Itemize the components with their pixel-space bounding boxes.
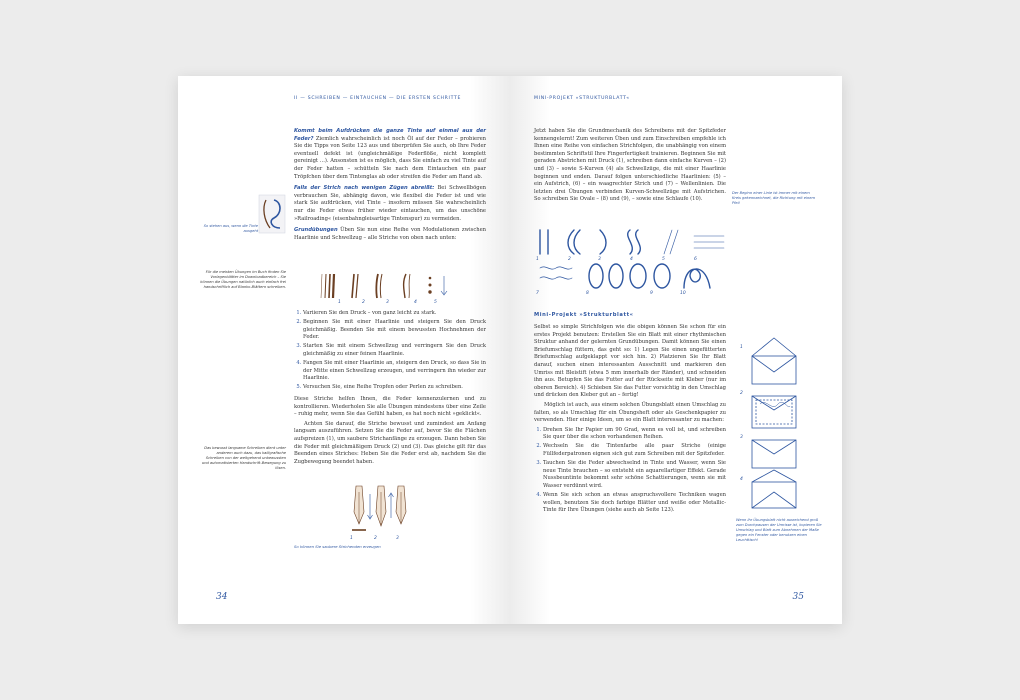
para-slow-strokes: Achten Sie darauf, die Striche bewusst und zumindest am Anfang langsam auszuführen. Setzen Sie die Feder auf, bevor Sie die Flächen aufspreizen (1), um saubere Strichanfänge zu erzeugen. Dann heben Sie die Feder mit gleichmäßigem Druck (2) und (3). Das gleiche gilt für das Beenden eines Striches: Heben Sie die Feder erst ab, nachdem Sie die Zugbewegung beendet haben. <box>294 420 486 465</box>
page-number-right: 35 <box>792 592 804 602</box>
idea-item: 2. Wechseln Sie die Tintenfarbe alle paar Striche (einige Füllfederpatronen eignen sich gut zum Schreiben mit der Spitzfeder. <box>543 443 726 458</box>
envelope-label-1: 1 <box>740 345 743 350</box>
stroke-label-4: 4 <box>414 300 417 305</box>
drill-label-5: 5 <box>662 257 665 262</box>
note-ink-out: So stehen aus, wenn die Tinte ausgeht <box>203 224 258 234</box>
exercise-strokes-illustration <box>318 272 468 308</box>
right-body <box>534 324 726 516</box>
note-templates: Für die meisten Übungen im Buch finden Sie Vorlagenblätter im Downloadbereich – Sie können die Übungen natürlich auch einfach frei handschriftlich auf Blanko-Blättern schreiben. <box>200 270 286 290</box>
page-number-left: 34 <box>216 592 228 602</box>
right-intro <box>534 128 726 206</box>
section-title: Mini-Projekt »Strukturblatt« <box>534 312 634 318</box>
nib-caption: So können Sie saubere Strichenden erzeugen <box>294 544 381 549</box>
stroke-label-2: 2 <box>362 300 365 305</box>
drill-label-9: 9 <box>650 291 653 296</box>
left-body-2 <box>294 310 486 468</box>
nib-label-2: 2 <box>374 536 377 541</box>
para-strokes-help: Diese Striche helfen Ihnen, die Feder kennenzulernen und zu kontrollieren. Wiederholen Sie alle Übungen mindestens über eine Zeile – ruhig mehr, wenn Sie das Gefühl haben, es hat noch nicht »geklickt«. <box>294 395 486 418</box>
drill-label-1: 1 <box>536 257 539 262</box>
para-stroke-break: Falls der Strich nach wenigen Zügen abreißt: Bei Schwellbögen verbrauchen Sie, abhängig davon, wie flexibel die Feder ist und wie stark Sie aufdrücken, viel Tinte – insofern müssen Sie wahrscheinlich nur die Feder etwas früher wieder eintauchen, um das unschöne »Railroading« (eisenbahngleisartige Tintenspur) zu vermeiden. <box>294 185 486 222</box>
idea-list <box>534 427 726 515</box>
running-head-left: II — SCHREIBEN — EINTAUCHEN — DIE ERSTEN SCHRITTE <box>294 96 462 101</box>
nib-illustration <box>346 484 416 542</box>
note-slow-writing: Das bewusst langsame Schreiben dient unter anderem auch dazu, das kalligrafische Schreiben von der weitgehend unbewussten und automatisierten Handschrift-Bewegung zu lösen. <box>201 446 286 471</box>
drill-label-2: 2 <box>568 257 571 262</box>
drill-label-8: 8 <box>586 291 589 296</box>
nib-label-1: 1 <box>350 536 353 541</box>
stroke-label-5: 5 <box>434 300 437 305</box>
idea-item: 3. Tauchen Sie die Feder abwechselnd in Tinte und Wasser, wenn Sie neue Tinte brauchen – so entsteht ein aquarellartiger Effekt. Gerade Nussbeuntinte bekommt sehr schöne Schattierungen, wenn sie mit Wasser verdünnt wird. <box>543 460 726 490</box>
para-ink-problem: Kommt beim Aufdrücken die ganze Tinte auf einmal aus der Feder? Ziemlich wahrscheinlich ist noch Öl auf der Feder – probieren Sie die Tipps von Seite 123 aus und überprüfen Sie auch, ob Ihre Feder eventuell defekt ist (ungleichmäßige Federflöße, nicht komplett gereinigt …). Ansonsten ist es möglich, dass Sie einfach zu viel Tinte auf der Feder hatten – schütteln Sie nach dem Eintauchen ein paar Tröpfchen über dem Tintenglas ab oder streifen die Feder am Rand ab. <box>294 128 486 180</box>
note-line-start: Der Beginn einer Linie ist immer mit einem Kreis gekennzeichnet, die Richtung mit einem Pfeil <box>732 191 815 206</box>
para-project: Selbst so simple Strichfolgen wie die obigen können Sie schon für ein erstes Projekt benutzen: Erstellen Sie ein Blatt mit einer rhythmischen Struktur anhand der gelernten Grundübungen. Damit können Sie einen Briefumschlag füttern, das geht so: 1) Legen Sie einen ungefütterten Briefumschlag aufgeklappt vor sich hin. 2) Platzieren Sie Ihr Blatt darauf, suchen einen interessanten Ausschnitt und markieren den Umriss mit Bleistift (etwa 5 mm innerhalb der Ränder), und schneiden ihn aus. Betupfen Sie das Futter auf der Rückseite mit Kleber (nur im oberen Bereich). 4) Schieben Sie das Futter vorsichtig in den Umschlag und drücken den Kleber gut an – fertig! <box>534 324 726 399</box>
open-book <box>178 76 842 624</box>
step-item: 3. Starten Sie mit einem Schwellzug und verringern Sie den Druck gleichmäßig zu einer feinen Haarlinie. <box>303 343 486 358</box>
left-body <box>294 128 486 244</box>
running-head-right: MINI-PROJEKT »STRUKTURBLATT« <box>534 96 630 101</box>
step-item: 1. Variieren Sie den Druck – von ganz leicht zu stark. <box>303 310 486 318</box>
para-project-2: Möglich ist auch, aus einem solchen Übungsblatt einen Umschlag zu falten, so als Umschlag für ein Übungsheft oder als Geschenkpapier zu verwenden. Hier einige Ideen, um so ein Blatt interessanter zu machen: <box>534 401 726 424</box>
envelope-label-2: 2 <box>740 391 743 396</box>
idea-item: 1. Drehen Sie Ihr Papier um 90 Grad, wenn es voll ist, und schreiben Sie quer über die schon vorhandenen Reihen. <box>543 427 726 442</box>
exercise-steps <box>294 310 486 392</box>
stroke-label-3: 3 <box>386 300 389 305</box>
drills-illustration <box>534 226 734 298</box>
stroke-label-1: 1 <box>338 300 341 305</box>
left-page <box>178 76 510 624</box>
drill-label-4: 4 <box>630 257 633 262</box>
note-envelope: Wenn Ihr Übungsblatt nicht ausreichend groß zum Durchpausen der Umrisse ist, kopieren Sie Umschlag und Blatt zum Abnehmen der Maße gegen ein Fenster oder benutzen einen Leuchttisch! <box>736 518 822 543</box>
nib-label-3: 3 <box>396 536 399 541</box>
step-item: 2. Beginnen Sie mit einer Haarlinie und steigern Sie den Druck gleichmäßig. Beenden Sie mit einem bewussten Hochnehmen der Feder. <box>303 319 486 342</box>
drill-label-10: 10 <box>680 291 686 296</box>
step-item: 5. Versuchen Sie, eine Reihe Tropfen oder Perlen zu schreiben. <box>303 384 486 392</box>
right-page <box>510 76 842 624</box>
drill-label-6: 6 <box>694 257 697 262</box>
idea-item: 4. Wenn Sie sich schon an etwas anspruchsvollere Techniken wagen wollen, benutzen Sie doch farbige Blätter und weiße oder Metallic-Tinte für Ihre Übungen (siehe auch ab Seite 123). <box>543 492 726 515</box>
para-intro: Jetzt haben Sie die Grundmechanik des Schreibens mit der Spitzfeder kennengelernt! Zum weiteren Üben und zum Einschreiben empfehle ich Ihnen eine Reihe von einfachen Strichfolgen, die unabhängig von einem bestimmten Schriftstil Ihre Fingerfertigkeit trainieren. Beginnen Sie mit geraden Abstrichen mit Druck (1), schreiben dann einfache Kurven – (2) und (3) – sowie S-Kurven (4) als Schwellzüge, die mit einer Haarlinie beginnen und enden. Darauf folgen unterschiedliche Haarlinien: (5) – ein Aufstrich, (6) – ein waagrechter Strich und (7) – Wellenlinien. Die letzten drei Übungen verbinden Kurven-Schwellzüge mit Aufstrichen. So schreiben Sie Ovale – (8) und (9), – sowie eine Schlaufe (10). <box>534 128 726 203</box>
step-item: 4. Fangen Sie mit einer Haarlinie an, steigern den Druck, so dass Sie in der Mitte einen Schwellzug erzeugen, und verringern ihn wieder zur Haarlinie. <box>303 360 486 383</box>
envelope-illustration <box>736 334 816 514</box>
drill-label-3: 3 <box>598 257 601 262</box>
envelope-label-4: 4 <box>740 477 743 482</box>
para-basic-exercises: Grundübungen Üben Sie nun eine Reihe von Modulationen zwischen Haarlinie und Schwellzug – alle Striche von oben nach unten: <box>294 227 486 241</box>
drill-label-7: 7 <box>536 291 539 296</box>
ink-illustration <box>258 194 286 234</box>
envelope-label-3: 3 <box>740 435 743 440</box>
